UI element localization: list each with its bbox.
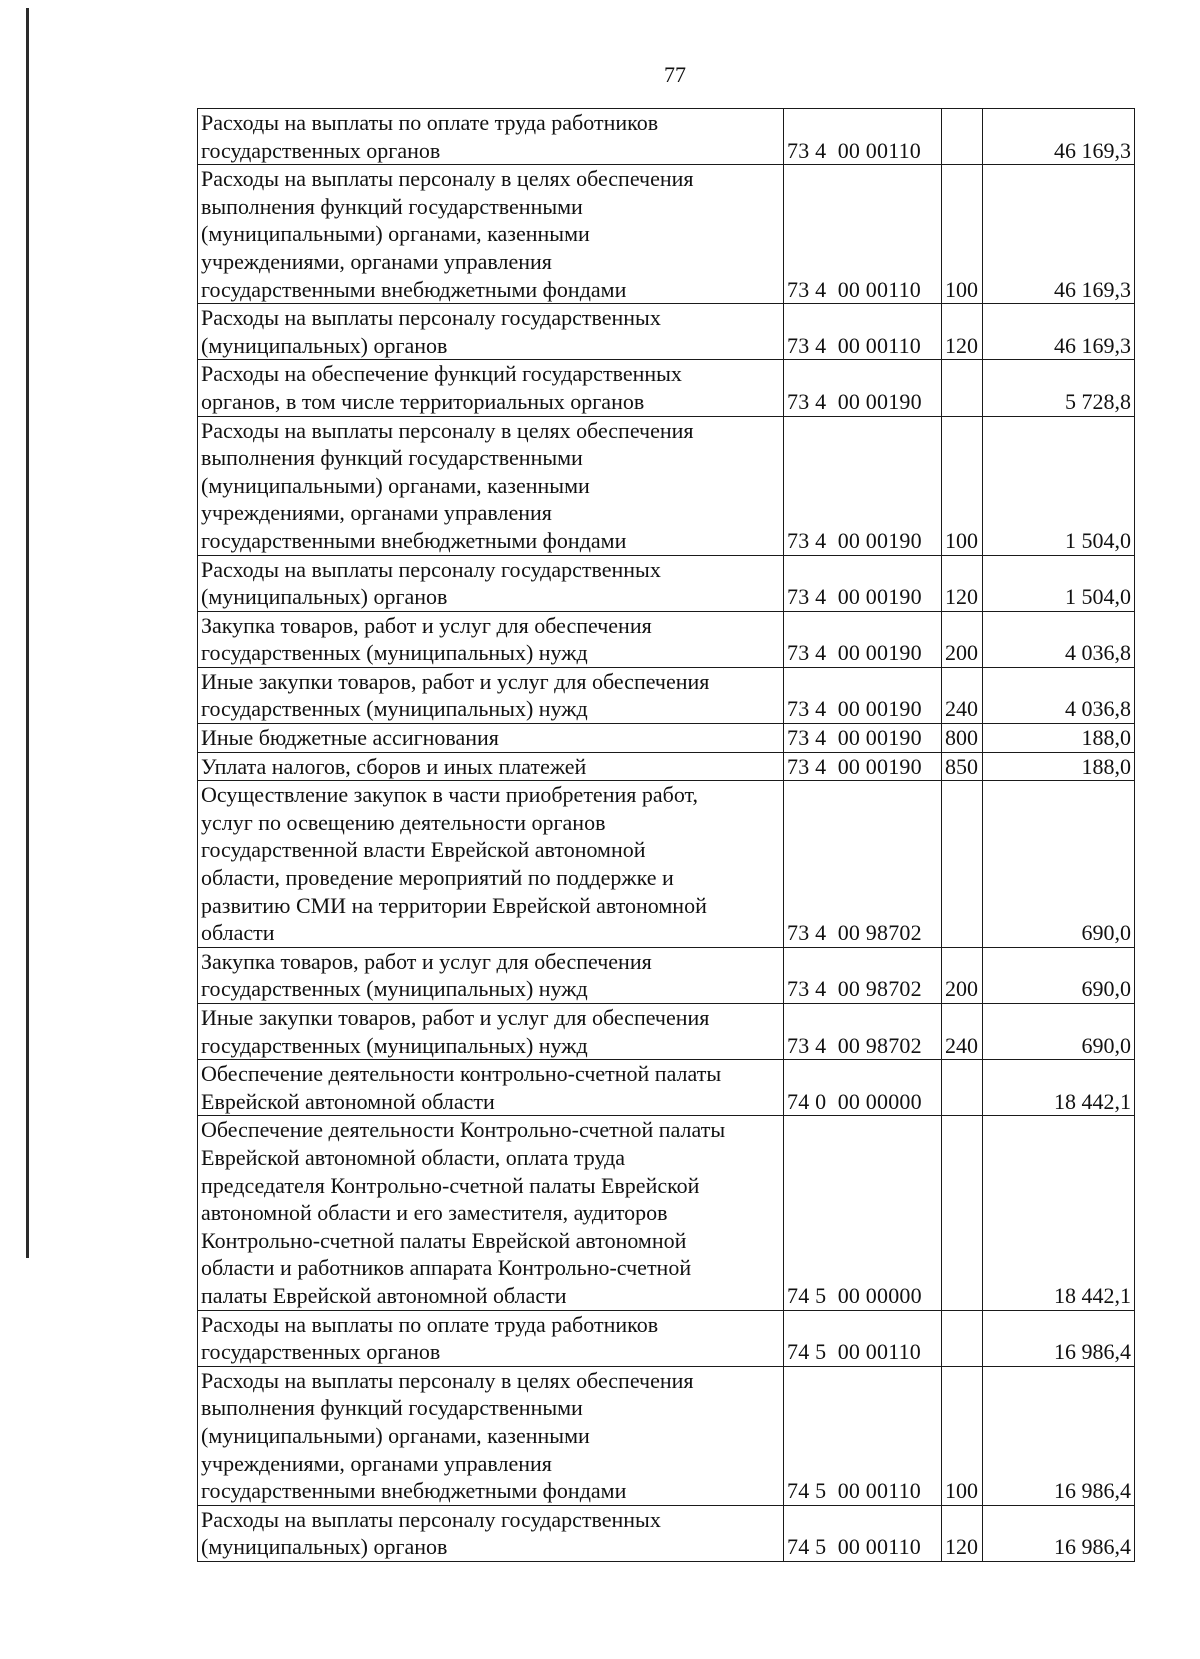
expense-name-line: Расходы на выплаты персоналу в целях обеспечения [201, 1367, 694, 1393]
expense-name-line: области и работников аппарата Контрольно-счетной [201, 1255, 692, 1281]
amount-cell: 46 169,3 [983, 109, 1135, 165]
table-row [198, 611, 1135, 667]
amount-cell: 16 986,4 [983, 1310, 1135, 1366]
target-article-code-cell: 73 4 00 00110 [784, 165, 942, 304]
expense-name-line: выполнения функций государственными [201, 445, 583, 471]
expense-name-cell [198, 416, 784, 555]
expense-name-line: государственных (муниципальных) нужд [201, 696, 588, 722]
expense-type-code-cell: 100 [942, 416, 983, 555]
expense-name-line: (муниципальными) органами, казенными [201, 472, 590, 498]
table-row [198, 724, 1135, 753]
expense-name-line: Иные закупки товаров, работ и услуг для обеспечения [201, 668, 710, 694]
expense-name-cell [198, 1060, 784, 1116]
table-row [198, 947, 1135, 1003]
expense-type-code-cell: 800 [942, 724, 983, 753]
table-row [198, 109, 1135, 165]
target-article-code-cell: 73 4 00 00110 [784, 109, 942, 165]
target-article-code-cell: 73 4 00 00190 [784, 416, 942, 555]
expense-name-line: Расходы на выплаты персоналу государственных [201, 305, 661, 331]
expense-name-line: Обеспечение деятельности Контрольно-счетной палаты [201, 1117, 726, 1143]
target-article-code-cell: 74 5 00 00110 [784, 1310, 942, 1366]
expense-name-line: Расходы на выплаты персоналу в целях обеспечения [201, 417, 694, 443]
expense-name-line: (муниципальными) органами, казенными [201, 1422, 590, 1448]
expense-name-line: области [201, 920, 275, 946]
expense-name-line: государственных (муниципальных) нужд [201, 640, 588, 666]
expense-type-code-cell [942, 1310, 983, 1366]
target-article-code-cell: 73 4 00 98702 [784, 1004, 942, 1060]
target-article-code-cell: 73 4 00 98702 [784, 947, 942, 1003]
table-row [198, 1505, 1135, 1561]
expense-type-code-cell [942, 109, 983, 165]
table-row [198, 781, 1135, 948]
expense-name-line: развитию СМИ на территории Еврейской автономной [201, 892, 707, 918]
expense-name-line: Уплата налогов, сборов и иных платежей [201, 753, 587, 779]
expense-name-line: выполнения функций государственными [201, 1395, 583, 1421]
amount-cell: 188,0 [983, 724, 1135, 753]
expense-name-cell [198, 555, 784, 611]
table-row [198, 304, 1135, 360]
amount-cell: 5 728,8 [983, 360, 1135, 416]
expense-name-line: Расходы на выплаты по оплате труда работников [201, 110, 659, 135]
expense-name-line: Расходы на выплаты персоналу в целях обеспечения [201, 166, 694, 192]
amount-cell: 4 036,8 [983, 611, 1135, 667]
amount-cell: 1 504,0 [983, 416, 1135, 555]
table-row [198, 360, 1135, 416]
expense-name-line: палаты Еврейской автономной области [201, 1282, 567, 1308]
budget-table [197, 108, 1135, 1562]
target-article-code-cell: 73 4 00 98702 [784, 781, 942, 948]
target-article-code-cell: 73 4 00 00190 [784, 724, 942, 753]
table-row [198, 555, 1135, 611]
expense-type-code-cell: 850 [942, 752, 983, 781]
expense-type-code-cell: 120 [942, 555, 983, 611]
expense-type-code-cell [942, 1060, 983, 1116]
expense-name-line: учреждениями, органами управления [201, 1450, 552, 1476]
expense-name-line: государственных (муниципальных) нужд [201, 1032, 588, 1058]
expense-type-code-cell: 240 [942, 1004, 983, 1060]
expense-name-line: Расходы на выплаты персоналу государственных [201, 1506, 661, 1532]
table-row [198, 752, 1135, 781]
expense-name-line: органов, в том числе территориальных органов [201, 388, 645, 414]
table-row [198, 1366, 1135, 1505]
target-article-code-cell: 74 0 00 00000 [784, 1060, 942, 1116]
table-row [198, 667, 1135, 723]
target-article-code-cell: 74 5 00 00110 [784, 1366, 942, 1505]
expense-type-code-cell: 120 [942, 304, 983, 360]
amount-cell: 16 986,4 [983, 1505, 1135, 1561]
expense-name-line: Расходы на выплаты по оплате труда работников [201, 1311, 659, 1337]
target-article-code-cell: 73 4 00 00190 [784, 611, 942, 667]
expense-name-line: Расходы на обеспечение функций государственных [201, 361, 682, 387]
amount-cell: 18 442,1 [983, 1116, 1135, 1310]
amount-cell: 4 036,8 [983, 667, 1135, 723]
expense-type-code-cell: 100 [942, 1366, 983, 1505]
expense-name-line: Иные бюджетные ассигнования [201, 725, 499, 751]
amount-cell: 690,0 [983, 947, 1135, 1003]
target-article-code-cell: 73 4 00 00190 [784, 360, 942, 416]
expense-name-line: (муниципальных) органов [201, 1534, 448, 1560]
expense-name-cell [198, 304, 784, 360]
expense-name-line: (муниципальных) органов [201, 584, 448, 610]
table-row [198, 416, 1135, 555]
expense-name-line: Закупка товаров, работ и услуг для обеспечения [201, 948, 652, 974]
expense-name-line: (муниципальных) органов [201, 332, 448, 358]
expense-name-cell [198, 667, 784, 723]
expense-name-line: государственных органов [201, 1339, 441, 1365]
expense-name-cell [198, 165, 784, 304]
expense-name-line: услуг по освещению деятельности органов [201, 809, 606, 835]
table-row [198, 165, 1135, 304]
expense-name-line: государственных органов [201, 137, 441, 163]
left-margin-rule [26, 8, 29, 1258]
expense-name-line: государственными внебюджетными фондами [201, 1478, 627, 1504]
expense-type-code-cell: 100 [942, 165, 983, 304]
target-article-code-cell: 73 4 00 00190 [784, 667, 942, 723]
expense-name-line: автономной области и его заместителя, аудиторов [201, 1200, 668, 1226]
expense-type-code-cell: 200 [942, 611, 983, 667]
expense-name-line: государственными внебюджетными фондами [201, 527, 627, 553]
expense-name-line: Еврейской автономной области [201, 1088, 495, 1114]
target-article-code-cell: 73 4 00 00190 [784, 752, 942, 781]
target-article-code-cell: 74 5 00 00110 [784, 1505, 942, 1561]
target-article-code-cell: 74 5 00 00000 [784, 1116, 942, 1310]
amount-cell: 16 986,4 [983, 1366, 1135, 1505]
amount-cell: 188,0 [983, 752, 1135, 781]
expense-type-code-cell: 120 [942, 1505, 983, 1561]
amount-cell: 690,0 [983, 1004, 1135, 1060]
target-article-code-cell: 73 4 00 00110 [784, 304, 942, 360]
expense-name-line: Осуществление закупок в части приобретения работ, [201, 782, 698, 808]
expense-name-line: учреждениями, органами управления [201, 248, 552, 274]
expense-name-line: Закупка товаров, работ и услуг для обеспечения [201, 612, 652, 638]
expense-name-cell [198, 1116, 784, 1310]
table-row [198, 1060, 1135, 1116]
expense-name-line: государственной власти Еврейской автономной [201, 837, 646, 863]
expense-name-cell [198, 724, 784, 753]
expense-name-cell [198, 781, 784, 948]
expense-type-code-cell [942, 360, 983, 416]
expense-name-line: государственных (муниципальных) нужд [201, 976, 588, 1002]
expense-name-cell [198, 1310, 784, 1366]
expense-name-cell [198, 1505, 784, 1561]
expense-name-cell [198, 1004, 784, 1060]
expense-name-line: государственными внебюджетными фондами [201, 276, 627, 302]
expense-type-code-cell: 240 [942, 667, 983, 723]
expense-name-line: области, проведение мероприятий по поддержке и [201, 865, 674, 891]
expense-name-cell [198, 360, 784, 416]
amount-cell: 46 169,3 [983, 304, 1135, 360]
amount-cell: 18 442,1 [983, 1060, 1135, 1116]
target-article-code-cell: 73 4 00 00190 [784, 555, 942, 611]
expense-name-cell [198, 611, 784, 667]
expense-type-code-cell [942, 781, 983, 948]
expense-name-line: Контрольно-счетной палаты Еврейской автономной [201, 1227, 687, 1253]
budget-table-body [198, 109, 1135, 1562]
expense-name-line: Иные закупки товаров, работ и услуг для обеспечения [201, 1005, 710, 1030]
expense-type-code-cell: 200 [942, 947, 983, 1003]
amount-cell: 690,0 [983, 781, 1135, 948]
page-number: 77 [664, 62, 686, 87]
amount-cell: 46 169,3 [983, 165, 1135, 304]
expense-name-line: учреждениями, органами управления [201, 500, 552, 526]
expense-name-line: (муниципальными) органами, казенными [201, 221, 590, 247]
expense-name-cell [198, 947, 784, 1003]
table-row [198, 1116, 1135, 1310]
expense-name-cell [198, 1366, 784, 1505]
amount-cell: 1 504,0 [983, 555, 1135, 611]
expense-name-line: Расходы на выплаты персоналу государственных [201, 556, 661, 582]
expense-type-code-cell [942, 1116, 983, 1310]
expense-name-line: Еврейской автономной области, оплата труда [201, 1144, 626, 1170]
expense-name-line: Обеспечение деятельности контрольно-счетной палаты [201, 1061, 722, 1087]
expense-name-line: выполнения функций государственными [201, 193, 583, 219]
table-row [198, 1310, 1135, 1366]
table-row [198, 1004, 1135, 1060]
expense-name-line: председателя Контрольно-счетной палаты Еврейской [201, 1172, 700, 1198]
expense-name-cell [198, 752, 784, 781]
expense-name-cell [198, 109, 784, 165]
